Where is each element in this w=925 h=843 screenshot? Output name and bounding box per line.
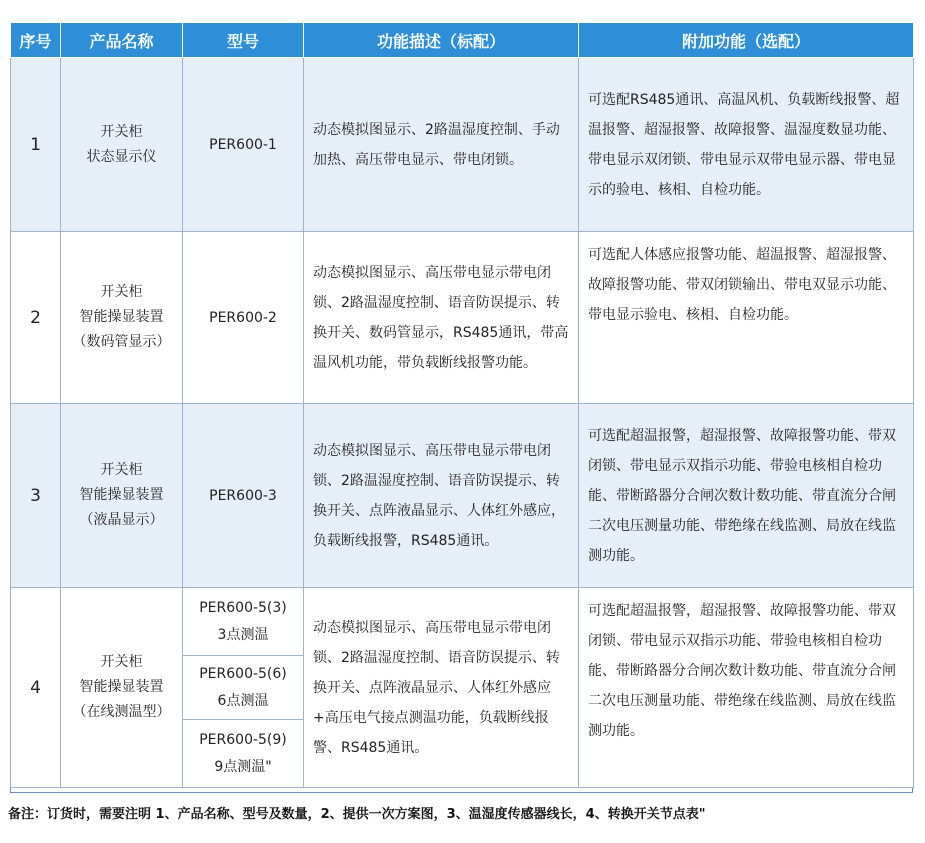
header-seq: 序号 [11,23,61,58]
model-code: PER600-5(9) [199,731,287,748]
row-product-name [61,58,183,232]
row-product-name [61,588,183,788]
row-extra-features: 可选配RS485通讯、高温风机、负载断线报警、超温报警、超湿报警、故障报警、温湿度数显功能、带电显示双闭锁、带电显示双带电显示器、带电显示的验电、核相、自检功能。 [579,58,914,232]
row-model: PER600-2 [183,232,304,404]
model-label: 3点测温 [217,626,269,643]
row-seq: 1 [11,58,61,232]
table-row [11,58,914,232]
product-name-line: 状态显示仪 [86,148,157,165]
row-extra-features: 可选配人体感应报警功能、超温报警、超湿报警、故障报警功能、带双闭锁输出、带电双显示功能、带电显示验电、核相、自检功能。 [579,232,914,404]
product-name-line: （在线测温型） [72,704,171,720]
product-name-line: 开关柜 [100,462,143,478]
product-table [10,22,914,788]
header-row [11,23,914,58]
row-product-name [61,404,183,588]
order-note: 备注：订货时，需要注明 1、产品名称、型号及数量，2、提供一次方案图，3、温湿度传感器线长，4、转换开关节点表" [8,807,706,822]
row-seq: 4 [11,588,61,788]
model-code: PER600-5(6) [199,665,287,682]
product-name-line: 智能操显装置 [79,679,164,695]
row-description: 动态模拟图显示、2路温湿度控制、手动加热、高压带电显示、带电闭锁。 [304,58,579,232]
product-name-line: 智能操显装置 [79,487,164,503]
row-model-variant [183,588,304,656]
model-label: 9点测温" [214,758,272,775]
table-row [11,404,914,588]
row-model: PER600-1 [183,58,304,232]
product-name-line: 开关柜 [100,284,143,300]
row-product-name [61,232,183,404]
row-description: 动态模拟图显示、高压带电显示带电闭锁、2路温湿度控制、语音防误提示、转换开关、点阵液晶显示、人体红外感应，负载断线报警，RS485通讯。 [304,404,579,588]
table-row [11,588,914,656]
product-name-line: 开关柜 [100,654,143,670]
header-desc: 功能描述（标配） [304,23,579,58]
header-extra: 附加功能（选配） [579,23,914,58]
table-row [11,232,914,404]
header-name: 产品名称 [61,23,183,58]
row-model: PER600-3 [183,404,304,588]
row-seq: 2 [11,232,61,404]
row-extra-features: 可选配超温报警，超湿报警、故障报警功能、带双闭锁、带电显示双指示功能、带验电核相自检功能、带断路器分合闸次数计数功能、带直流分合闸二次电压测量功能、带绝缘在线监测、局放在线监测功能。 [579,588,914,788]
product-name-line: 智能操显装置 [79,309,164,325]
model-code: PER600-5(3) [199,599,287,616]
product-name-line: （液晶显示） [79,512,164,528]
row-model-variant [183,656,304,720]
model-label: 6点测温 [217,692,269,709]
product-name-line: （数码管显示） [72,334,171,350]
row-seq: 3 [11,404,61,588]
row-model-variant [183,720,304,788]
header-model: 型号 [183,23,304,58]
product-name-line: 开关柜 [100,123,143,140]
row-extra-features: 可选配超温报警，超湿报警、故障报警功能、带双闭锁、带电显示双指示功能、带验电核相自检功能、带断路器分合闸次数计数功能、带直流分合闸二次电压测量功能、带绝缘在线监测、局放在线监测功能。 [579,404,914,588]
row-description: 动态模拟图显示、高压带电显示带电闭锁、2路温湿度控制、语音防误提示、转换开关、点阵液晶显示、人体红外感应+高压电气接点测温功能，负载断线报警、RS485通讯。 [304,588,579,788]
row-description: 动态模拟图显示、高压带电显示带电闭锁、2路温湿度控制、语音防误提示、转换开关、数码管显示，RS485通讯，带高温风机功能，带负载断线报警功能。 [304,232,579,404]
